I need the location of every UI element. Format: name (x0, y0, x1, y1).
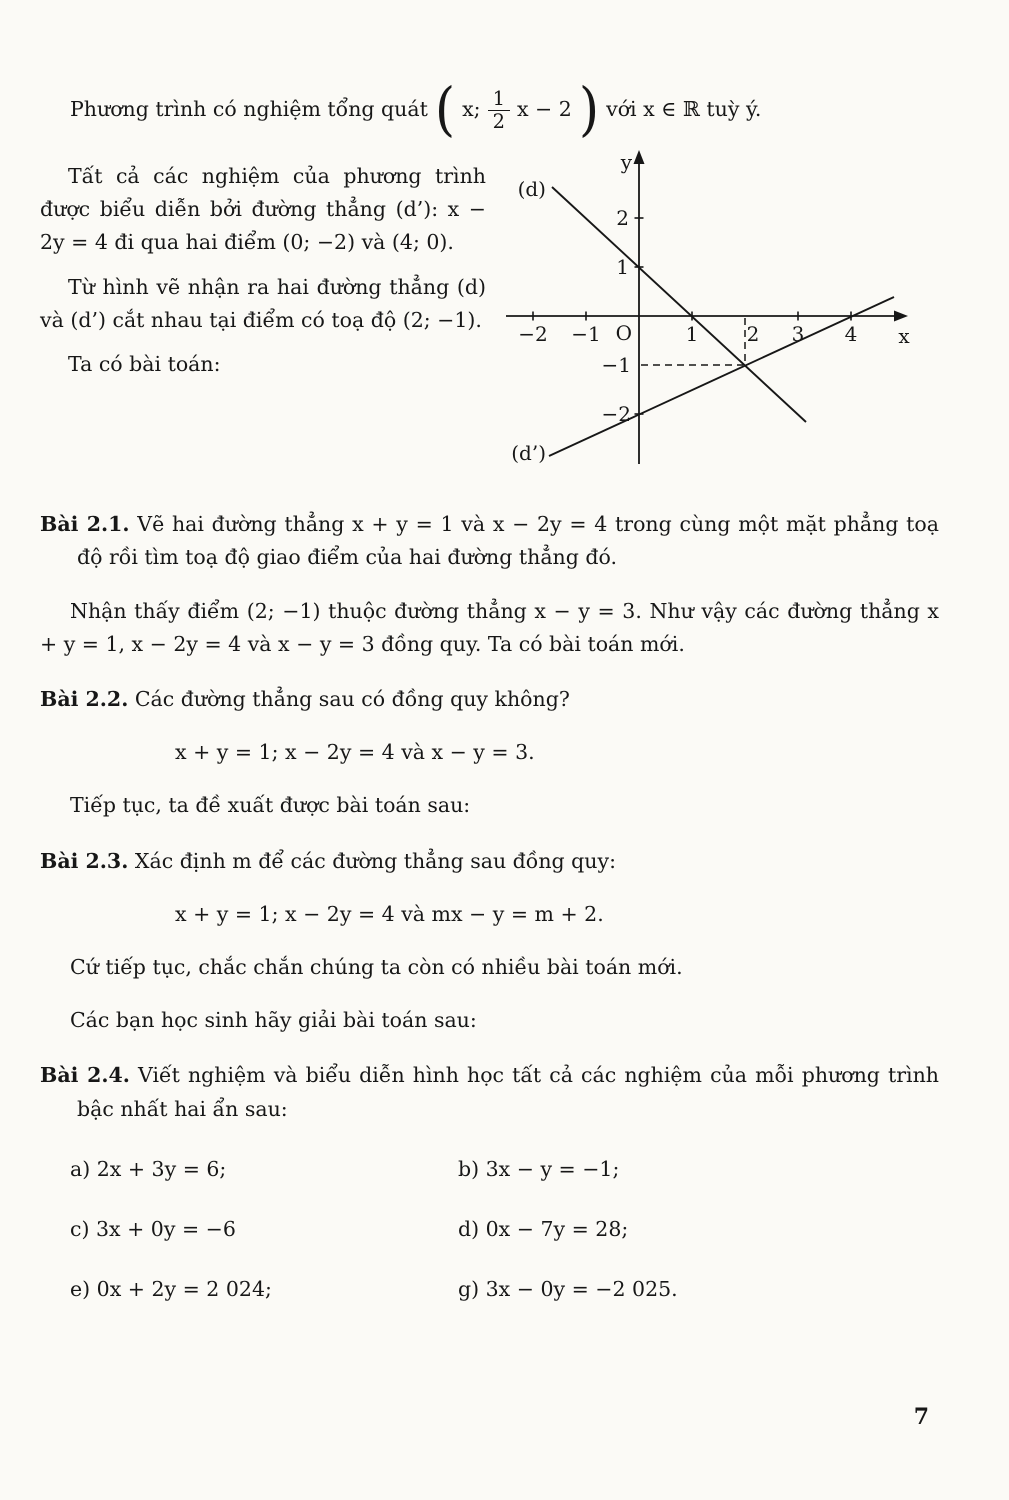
problem-2-3-text: Xác định m để các đường thẳng sau đồng quy: (134, 848, 616, 873)
origin-label: O (615, 321, 632, 345)
line-d (552, 187, 806, 422)
paragraph-after-2-1: Nhận thấy điểm (2; −1) thuộc đường thẳng x − y = 3. Như vậy các đường thẳng x + y = 1, x − 2y = 4 và x − y = 3 đồng quy. Ta có bài toán mới. (40, 598, 939, 656)
x-axis-label: x (898, 324, 910, 348)
text-and-graph-row (40, 150, 939, 486)
problem-2-2-label: Bài 2.2. (40, 687, 129, 712)
problem-2-2-text: Các đường thẳng sau có đồng quy không? (134, 687, 570, 712)
problem-2-4-label: Bài 2.4. (40, 1063, 130, 1088)
exercise-item-d: d) 0x − 7y = 28; (458, 1217, 629, 1242)
aside-paragraph-3: Ta có bài toán: (68, 352, 221, 377)
aside-text-column (40, 160, 486, 392)
page-number: 7 (913, 1404, 929, 1430)
paragraph-before-2-3: Tiếp tục, ta đề xuất được bài toán sau: (70, 793, 471, 818)
paragraph-after-2-3-b: Các bạn học sinh hãy giải bài toán sau: (70, 1008, 477, 1033)
intro-post-text: với x ∈ ℝ tuỳ ý. (606, 97, 762, 122)
x-tick-label: −2 (518, 322, 548, 346)
y-tick-label: −1 (601, 353, 631, 377)
equation-line-2-2: x + y = 1; x − 2y = 4 và x − y = 3. (175, 740, 535, 765)
x-axis-arrow (894, 311, 908, 322)
intro-pre-text: Phương trình có nghiệm tổng quát (70, 97, 428, 122)
aside-paragraph-2: Từ hình vẽ nhận ra hai đường thẳng (d) và (d’) cắt nhau tại điểm có toạ độ (2; −1). (40, 274, 486, 332)
x-tick-label: 2 (746, 322, 760, 346)
problem-2-1-label: Bài 2.1. (40, 512, 130, 537)
x-tick-label: 4 (844, 322, 858, 346)
coordinate-graph-svg (494, 144, 939, 476)
tuple-tail: x − 2 (516, 97, 572, 122)
exercise-grid (70, 1153, 939, 1307)
aside-paragraph-1: Tất cả các nghiệm của phương trình được biểu diễn bởi đường thẳng (d’): x − 2y = 4 đi qua hai điểm (0; −2) và (4; 0). (40, 164, 486, 255)
graph-figure (494, 144, 939, 486)
problem-2-4-text: Viết nghiệm và biểu diễn hình học tất cả các nghiệm của mỗi phương trình bậc nhất hai ẩn sau: (77, 1063, 939, 1121)
x-tick-label: 1 (685, 322, 699, 346)
close-paren: ) (578, 76, 600, 144)
exercise-item-a: a) 2x + 3y = 6; (70, 1156, 227, 1181)
y-axis-label: y (620, 150, 632, 174)
line-d-prime-label: (d’) (511, 441, 546, 465)
exercise-item-b: b) 3x − y = −1; (458, 1156, 620, 1181)
problem-2-4 (40, 1059, 939, 1125)
y-tick-label: 2 (616, 206, 629, 230)
exercise-item-e: e) 0x + 2y = 2 024; (70, 1277, 272, 1302)
problem-2-3-label: Bài 2.3. (40, 848, 129, 873)
x-tick-label: −1 (571, 322, 601, 346)
problem-2-1-text: Vẽ hai đường thẳng x + y = 1 và x − 2y = 4 trong cùng một mặt phẳng toạ độ rồi tìm toạ độ giao điểm của hai đường thẳng đó. (77, 512, 939, 570)
y-axis-arrow (634, 150, 645, 164)
equation-line-2-3: x + y = 1; x − 2y = 4 và mx − y = m + 2. (175, 901, 604, 926)
intro-line (70, 76, 939, 144)
paragraph-after-2-3-a: Cứ tiếp tục, chắc chắn chúng ta còn có nhiều bài toán mới. (70, 955, 683, 980)
open-paren: ( (434, 76, 456, 144)
exercise-item-c: c) 3x + 0y = −6 (70, 1217, 236, 1242)
y-tick-label: 1 (616, 255, 629, 279)
problem-2-3 (40, 845, 939, 878)
line-d-label: (d) (517, 177, 546, 201)
tuple-x: x; (462, 97, 481, 122)
x-tick-label: 3 (791, 322, 805, 346)
problem-2-2 (40, 683, 939, 716)
problem-2-1 (40, 508, 939, 574)
fraction-one-half (488, 88, 510, 133)
y-tick-label: −2 (601, 402, 631, 426)
exercise-item-g: g) 3x − 0y = −2 025. (458, 1277, 678, 1302)
fraction-denominator: 2 (492, 109, 505, 133)
fraction-numerator: 1 (488, 88, 510, 111)
